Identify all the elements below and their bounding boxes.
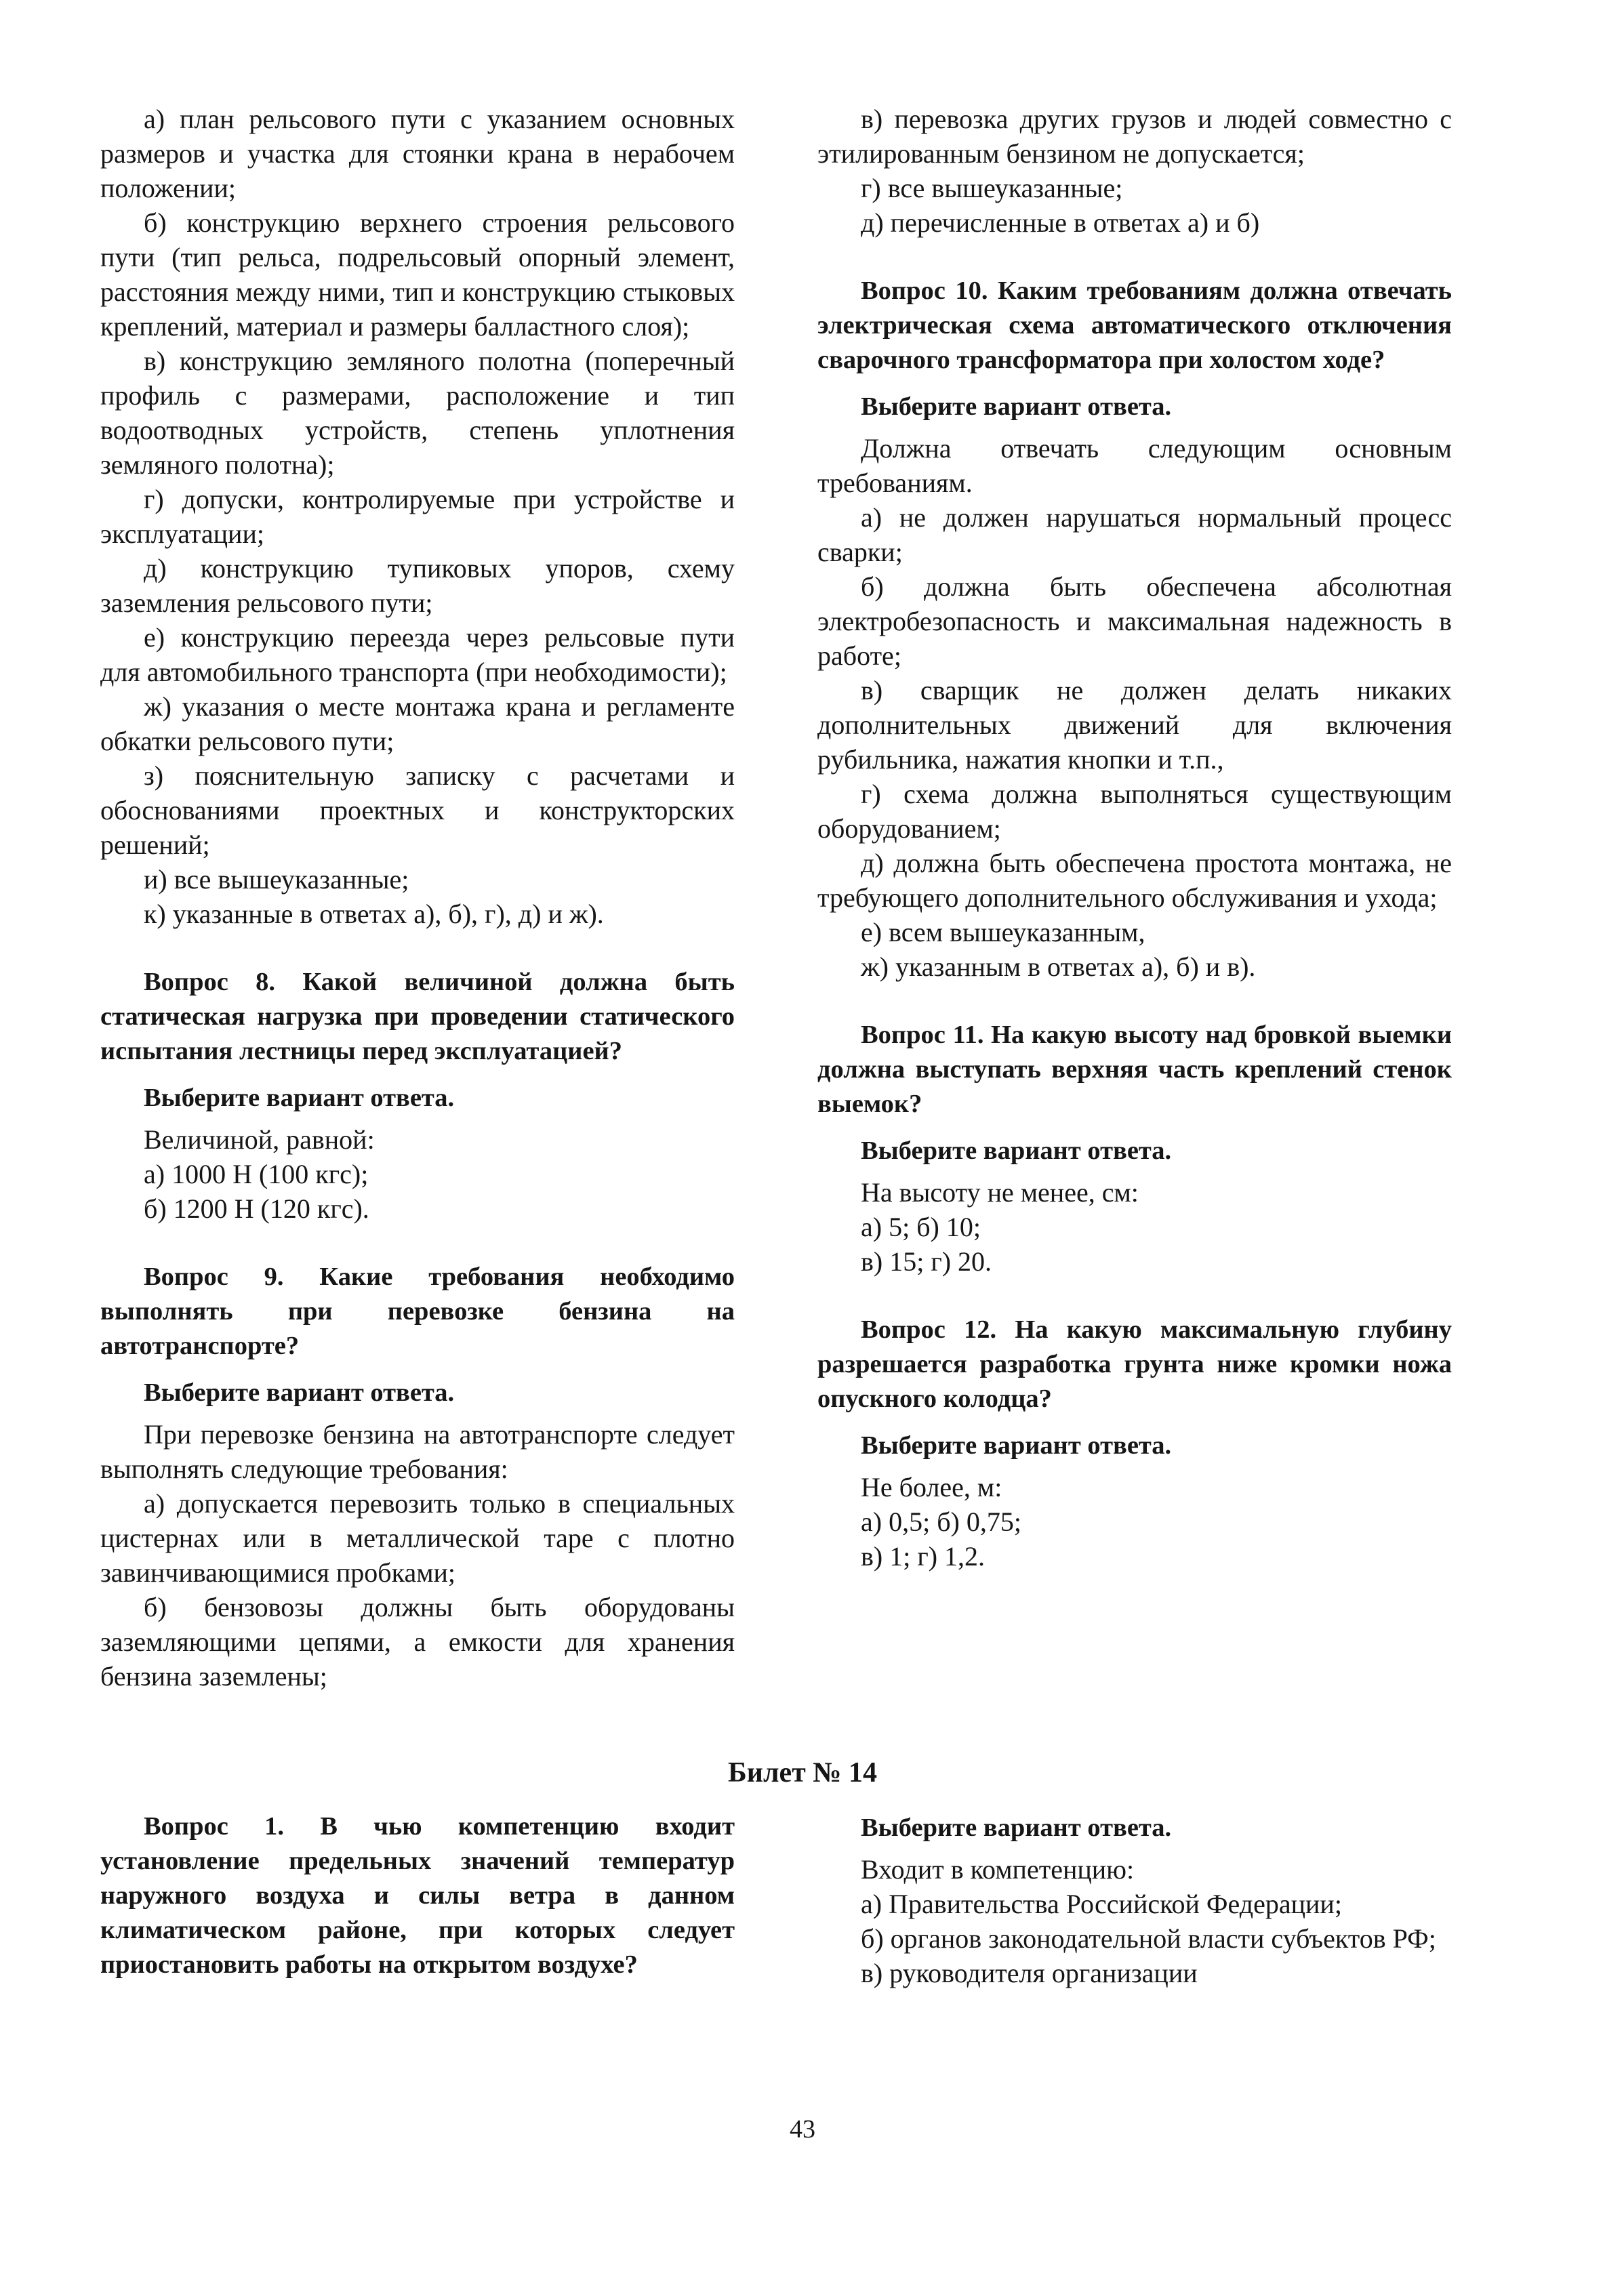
answer-item: г) допуски, контролируемые при устройстве и эксплуатации; [100,484,735,549]
answer-item: в) руководителя организации [861,1958,1198,1988]
answer-item: в) 15; г) 20. [861,1246,992,1277]
answer-item: г) все вышеуказанные; [861,173,1123,203]
answer-item: При перевозке бензина на автотранспорте следует выполнять следующие требования: [100,1419,735,1484]
answer-item: На высоту не менее, см: [861,1177,1139,1208]
answer-item: в) сварщик не должен делать никаких дополнительных движений для включения рубильника, нажатия кнопки и т.п., [817,675,1452,775]
answer-item: Должна отвечать следующим основным требованиям. [817,433,1452,498]
answer-prompt: Выберите вариант ответа. [861,1431,1172,1460]
answer-item: Величиной, равной: [144,1124,375,1155]
answer-item: а) допускается перевозить только в специальных цистернах или в металлической таре с плотно завинчивающимися пробками; [100,1488,735,1588]
answer-item: а) 1000 Н (100 кгс); [144,1159,369,1189]
answer-item: д) конструкцию тупиковых упоров, схему заземления рельсового пути; [100,553,735,618]
ticket-left-column [100,1809,735,1982]
page-number: 43 [790,2115,815,2144]
answer-prompt: Выберите вариант ответа. [144,1378,455,1407]
answer-prompt: Выберите вариант ответа. [861,392,1172,421]
answer-item: ж) указанным в ответах а), б) и в). [861,951,1256,982]
answer-item: в) перевозка других грузов и людей совместно с этилированным бензином не допускается; [817,104,1452,169]
answer-item: д) перечисленные в ответах а) и б) [861,207,1260,238]
answer-item: б) органов законодательной власти субъектов РФ; [861,1923,1436,1954]
answer-item: б) бензовозы должны быть оборудованы заземляющими цепями, а емкости для хранения бензина заземлены; [100,1592,735,1692]
answer-item: к) указанные в ответах а), б), г), д) и ж). [144,899,604,929]
answer-item: д) должна быть обеспечена простота монтажа, не требующего дополнительного обслуживания и ухода; [817,848,1452,913]
answer-prompt: Выберите вариант ответа. [144,1084,455,1112]
question-heading: Вопрос 11. На какую высоту над бровкой выемки должна выступать верхняя часть креплений стенок выемок? [817,1021,1452,1118]
answer-item: а) не должен нарушаться нормальный процесс сварки; [817,502,1452,567]
answer-item: б) должна быть обеспечена абсолютная электробезопасность и максимальная надежность в работе; [817,571,1452,671]
answer-item: Не более, м: [861,1472,1002,1502]
answer-item: Входит в компетенцию: [861,1854,1135,1885]
answer-item: а) 0,5; б) 0,75; [861,1506,1021,1537]
question-heading: Вопрос 10. Каким требованиям должна отвечать электрическая схема автоматического отключения сварочного трансформатора при холостом ходе? [817,276,1452,374]
answer-item: и) все вышеуказанные; [144,864,409,895]
answer-prompt: Выберите вариант ответа. [861,1813,1172,1842]
answer-prompt: Выберите вариант ответа. [861,1136,1172,1165]
answer-item: а) план рельсового пути с указанием основных размеров и участка для стоянки крана в нерабочем положении; [100,104,735,203]
answer-item: в) конструкцию земляного полотна (поперечный профиль с размерами, расположение и тип водоотводных устройств, степень уплотнения земляного полотна); [100,346,735,480]
answer-item: ж) указания о месте монтажа крана и регламенте обкатки рельсового пути; [100,691,735,756]
right-column [817,102,1452,1574]
left-column [100,102,735,1694]
answer-item: г) схема должна выполняться существующим оборудованием; [817,779,1452,844]
answer-item: е) конструкцию переезда через рельсовые пути для автомобильного транспорта (при необходимости); [100,622,735,687]
question-heading: Вопрос 9. Какие требования необходимо выполнять при перевозке бензина на автотранспорте? [100,1263,735,1360]
answer-item: в) 1; г) 1,2. [861,1541,986,1572]
question-heading: Вопрос 8. Какой величиной должна быть статическая нагрузка при проведении статического испытания лестницы перед эксплуатацией? [100,968,735,1065]
ticket-heading: Билет № 14 [727,1757,877,1788]
answer-item: а) 5; б) 10; [861,1212,981,1242]
ticket-right-column [817,1811,1452,1990]
answer-item: а) Правительства Российской Федерации; [861,1889,1342,1919]
answer-item: з) пояснительную записку с расчетами и обоснованиями проектных и конструкторских решений; [100,760,735,860]
answer-item: б) 1200 Н (120 кгс). [144,1193,369,1224]
question-heading: Вопрос 12. На какую максимальную глубину разрешается разработка грунта ниже кромки ножа опускного колодца? [817,1315,1452,1413]
answer-item: е) всем вышеуказанным, [861,917,1145,947]
answer-item: б) конструкцию верхнего строения рельсового пути (тип рельса, подрельсовый опорный элемент, расстояния между ними, тип и конструкцию стыковых креплений, материал и размеры балластного слоя); [100,207,735,342]
question-heading: Вопрос 1. В чью компетенцию входит установление предельных значений температур наружного воздуха и силы ветра в данном климатическом районе, при которых следует приостановить работы на открытом воздухе? [100,1812,735,1979]
